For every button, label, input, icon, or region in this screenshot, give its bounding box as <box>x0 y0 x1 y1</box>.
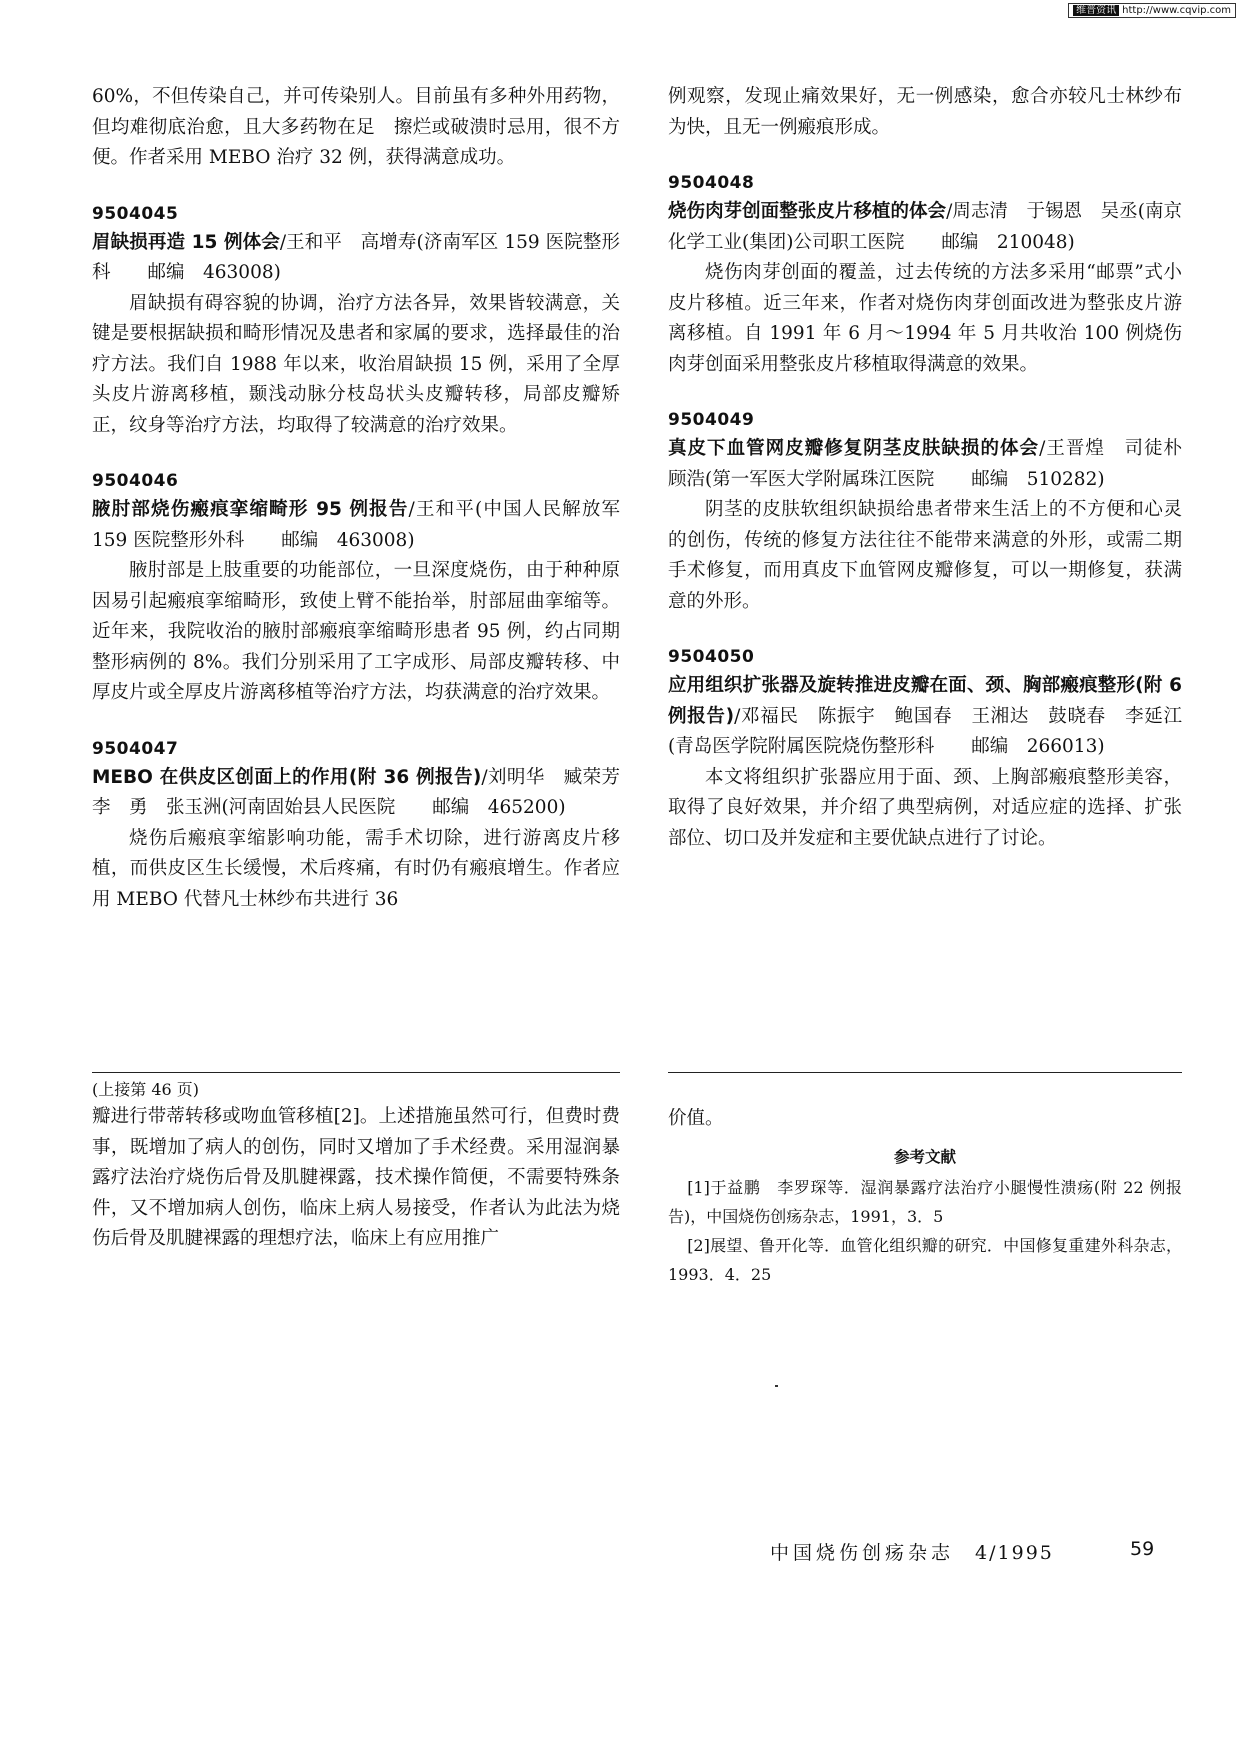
continued-article <box>92 1078 620 1255</box>
right-intro-text: 例观察，发现止痛效果好，无一例感染，愈合亦较凡士林纱布为快，且无一例瘢痕形成。 <box>668 86 1182 138</box>
entry-heading <box>668 197 1182 258</box>
watermark-logo: 维普资讯 <box>1073 5 1119 16</box>
continued-article-end <box>668 1104 1182 1289</box>
entry-authors: /王晋煌 司徒朴 顾浩(第一军医大学附属珠江医院 邮编 510282) <box>668 438 1201 490</box>
entry-title: 眉缺损再造 15 例体会 <box>92 231 280 253</box>
entry-authors: /王和平(中国人民解放军 159 医院整形外科 邮编 463008) <box>92 499 620 551</box>
entry-title: 烧伤肉芽创面整张皮片移植的体会 <box>668 201 947 222</box>
journal-name: 中国烧伤创疡杂志 <box>770 1542 955 1564</box>
entry-body: 烧伤后瘢痕挛缩影响功能，需手术切除，进行游离皮片移植，而供皮区生长缓慢，术后疼痛，有时仍有瘢痕增生。作者应用 MEBO 代替凡士林纱布共进行 36 <box>92 827 620 910</box>
reference-item: [1]于益鹏 李罗琛等．湿润暴露疗法治疗小腿慢性溃疡(附 22 例报告)，中国烧伤创疡杂志，1991，3．5 <box>668 1177 1182 1226</box>
entry-heading <box>92 495 620 556</box>
entry-body: 眉缺损有碍容貌的协调，治疗方法各异，效果皆较满意，关键是要根据缺损和畸形情况及患者和家属的要求，选择最佳的治疗方法。我们自 1988 年以来，收治眉缺损 15 例，采用了全厚头皮片游离移植，颞浅动脉分枝岛状头皮瓣转移，局部皮瓣矫正，纹身等治疗方法，均取得了较满意的治疗效果。 <box>92 292 620 436</box>
scan-speck <box>775 1385 778 1387</box>
abstract-entry <box>92 735 639 916</box>
abstract-entry <box>668 643 1182 854</box>
reference-item: [2]展望、鲁开化等．血管化组织瓣的研究．中国修复重建外科杂志，1993．4．25 <box>668 1235 1182 1284</box>
section-divider <box>668 1072 1182 1073</box>
entry-title: 真皮下血管网皮瓣修复阴茎皮肤缺损的体会 <box>668 438 1040 459</box>
entry-title: 腋肘部烧伤瘢痕挛缩畸形 95 例报告 <box>92 499 409 520</box>
entry-body: 烧伤肉芽创面的覆盖，过去传统的方法多采用“邮票”式小皮片移植。近三年来，作者对烧伤肉芽创面改进为整张皮片游离移植。自 1991 年 6 月～1994 年 5 月共收治 100 例烧伤肉芽创面采用整张皮片移植取得满意的效果。 <box>668 262 1182 375</box>
left-column <box>92 82 639 915</box>
entry-body: 阴茎的皮肤软组织缺损给患者带来生活上的不方便和心灵的创伤，传统的修复方法往往不能带来满意的外形，或需二期手术修复，而用真皮下血管网皮瓣修复，可以一期修复，获满意的外形。 <box>668 499 1182 612</box>
abstract-entry <box>92 200 620 442</box>
entry-heading <box>668 671 1182 763</box>
entry-id: 9504048 <box>668 173 755 193</box>
left-intro-text: 60%，不但传染自己，并可传染别人。目前虽有多种外用药物，但均难彻底治愈，且大多药物在足 擦烂或破溃时忌用，很不方便。作者采用 MEBO 治疗 32 例，获得满意成功。 <box>92 86 620 168</box>
continued-text-end: 价值。 <box>668 1108 724 1129</box>
watermark-url[interactable]: http://www.cqvip.com <box>1122 5 1231 16</box>
watermark <box>1068 3 1236 18</box>
entry-authors: /周志清 于锡恩 吴丞(南京化学工业(集团)公司职工医院 邮编 210048) <box>668 201 1182 253</box>
entry-heading <box>668 434 1201 495</box>
continued-from-note: (上接第 46 页) <box>92 1080 200 1099</box>
entry-id: 9504050 <box>668 647 755 667</box>
entry-title: 应用组织扩张器及旋转推进皮瓣在面、颈、胸部瘢痕整形(附 6 例报告) <box>668 675 1182 727</box>
entry-body: 腋肘部是上肢重要的功能部位，一旦深度烧伤，由于种种原因易引起瘢痕挛缩畸形，致使上臂不能抬举，肘部屈曲挛缩等。近年来，我院收治的腋肘部瘢痕挛缩畸形患者 95 例，约占同期整形病例的 8%。我们分别采用了工字成形、局部皮瓣转移、中厚皮片或全厚皮片游离移植等治疗方法，均获满意的治疗效果。 <box>92 560 620 703</box>
abstract-entry <box>668 406 1201 617</box>
entry-id: 9504049 <box>668 410 755 430</box>
entry-heading <box>92 763 639 824</box>
entry-title: MEBO 在供皮区创面上的作用(附 36 例报告) <box>92 766 482 788</box>
continued-text: 瓣进行带蒂转移或吻血管移植[2]。上述措施虽然可行，但费时费事，既增加了病人的创伤，同时又增加了手术经费。采用湿润暴露疗法治疗烧伤后骨及肌腱裸露，技术操作简便，不需要特殊条件，又不增加病人创伤，临床上病人易接受，作者认为此法为烧伤后骨及肌腱裸露的理想疗法，临床上有应用推广 <box>92 1106 620 1249</box>
entry-authors: /邓福民 陈振宇 鲍国春 王湘达 鼓晓春 李延江(青岛医学院附属医院烧伤整形科 邮编 266013) <box>668 705 1182 757</box>
entry-heading <box>92 228 620 289</box>
issue-number: 4/1995 <box>975 1542 1054 1564</box>
right-column <box>668 82 1201 854</box>
entry-id: 9504046 <box>92 471 179 491</box>
references-title: 参考文献 <box>893 1147 956 1166</box>
entry-id: 9504045 <box>92 203 179 224</box>
page-footer <box>770 1538 1054 1565</box>
page-number: 59 <box>1130 1538 1155 1560</box>
entry-id: 9504047 <box>92 738 179 759</box>
entry-authors: /刘明华 臧荣芳 李 勇 张玉洲(河南固始县人民医院 邮编 465200) <box>92 766 639 818</box>
entry-body: 本文将组织扩张器应用于面、颈、上胸部瘢痕整形美容，取得了良好效果，并介绍了典型病例，对适应症的选择、扩张部位、切口及并发症和主要优缺点进行了讨论。 <box>668 766 1182 849</box>
entry-authors: /王和平 高增寿(济南军区 159 医院整形科 邮编 463008) <box>92 231 620 283</box>
abstract-entry <box>668 169 1182 380</box>
abstract-entry <box>92 467 620 709</box>
section-divider <box>92 1072 620 1073</box>
